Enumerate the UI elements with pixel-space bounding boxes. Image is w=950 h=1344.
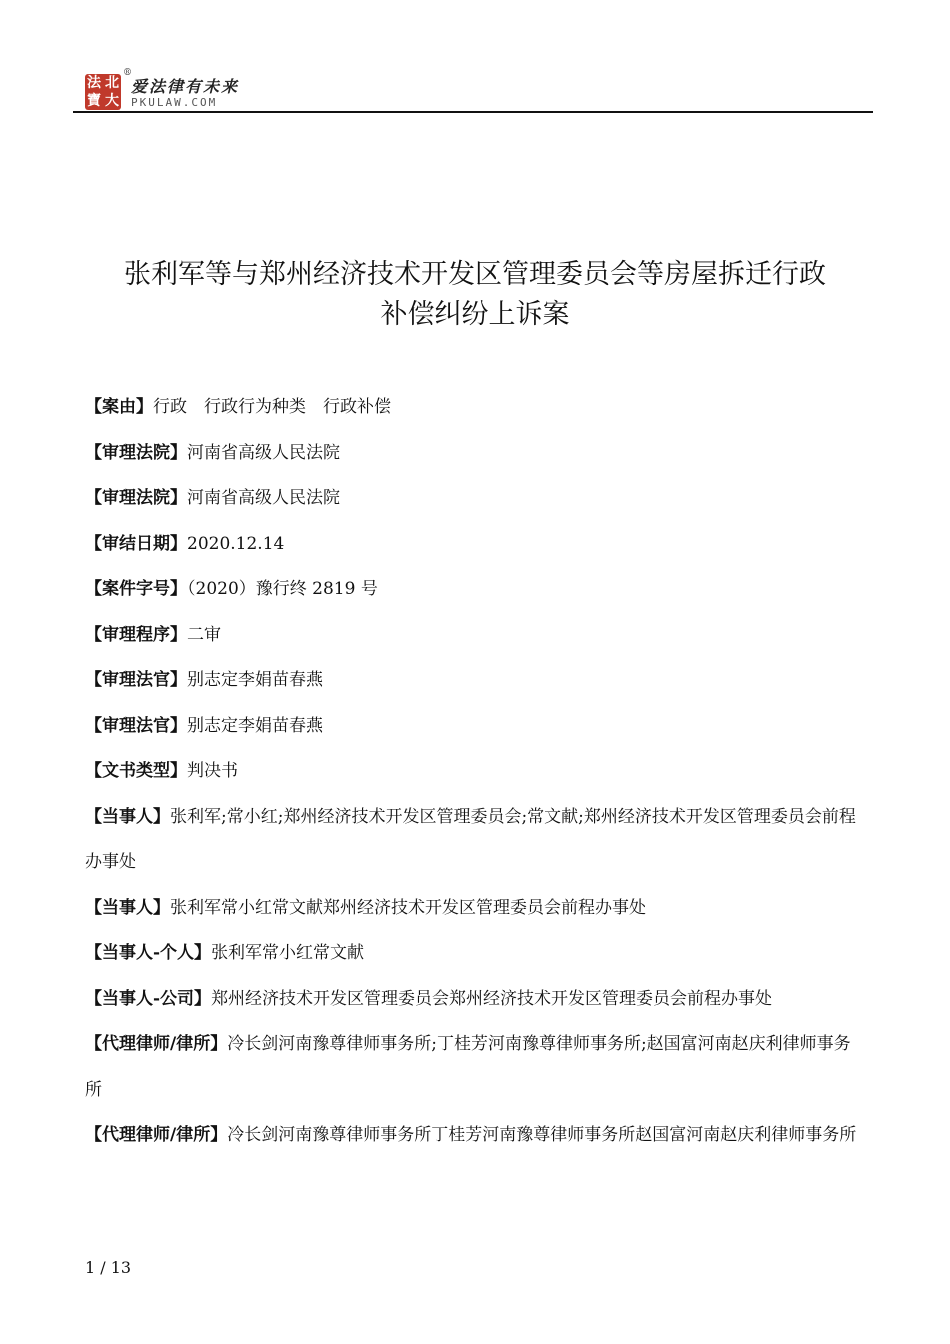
field-label: 【审结日期】: [85, 533, 187, 554]
field-parties-individual: [85, 931, 865, 977]
field-label: 【代理律师/律所】: [85, 1125, 228, 1145]
site-header: [85, 68, 875, 116]
field-value: 冷长剑河南豫尊律师事务所丁桂芳河南豫尊律师事务所赵国富河南赵庆利律师事务所: [227, 1125, 857, 1145]
field-value: 河南省高级人民法院: [187, 488, 340, 508]
field-document-type: [85, 749, 865, 795]
field-value: 张利军常小红常文献郑州经济技术开发区管理委员会前程办事处: [170, 897, 646, 918]
document-title: [80, 255, 870, 335]
logo-slogan: 爱法律有未来: [131, 77, 240, 96]
field-value: 河南省高级人民法院: [187, 442, 340, 463]
logo-char: 寶: [87, 93, 101, 109]
page-number: 1 / 13: [85, 1258, 132, 1277]
pkulaw-logo-seal: [85, 74, 121, 110]
field-label: 【当事人-个人】: [85, 943, 212, 963]
field-label: 【审理法院】: [85, 488, 187, 508]
field-label: 【当事人】: [85, 806, 170, 827]
field-label: 【案件字号】: [85, 579, 187, 599]
field-label: 【代理律师/律所】: [85, 1034, 228, 1054]
field-value: （2020）豫行终 2819 号: [187, 579, 378, 599]
field-court: [85, 431, 865, 477]
field-value: 张利军;常小红;郑州经济技术开发区管理委员会;常文献;郑州经济技术开发区管理委员会前程办事处: [85, 806, 856, 872]
field-label: 【案由】: [85, 397, 153, 417]
registered-mark: ®: [123, 68, 132, 78]
field-value: 判决书: [187, 761, 238, 781]
field-value: 2020.12.14: [187, 533, 285, 554]
field-judgment-date: [85, 522, 865, 568]
header-divider: [73, 111, 873, 113]
field-judges: [85, 704, 865, 750]
field-value: 行政 行政行为种类 行政补偿: [153, 397, 391, 417]
field-case-number: [85, 567, 865, 613]
field-label: 【审理法官】: [85, 670, 187, 690]
field-lawyers: [85, 1113, 865, 1159]
field-value: 郑州经济技术开发区管理委员会郑州经济技术开发区管理委员会前程办事处: [211, 988, 773, 1009]
logo-site-url: PKULAW.COM: [131, 96, 218, 109]
field-procedure: [85, 613, 865, 659]
field-label: 【审理程序】: [85, 624, 187, 645]
logo-char: 北: [105, 75, 119, 91]
field-court: [85, 476, 865, 522]
logo-char: 法: [87, 75, 101, 91]
title-line-2: 补偿纠纷上诉案: [380, 299, 570, 330]
metadata-fields: [85, 385, 865, 1159]
field-case-cause: [85, 385, 865, 431]
field-value: 别志定李娟苗春燕: [187, 670, 323, 690]
field-value: 冷长剑河南豫尊律师事务所;丁桂芳河南豫尊律师事务所;赵国富河南赵庆利律师事务所: [85, 1034, 851, 1100]
field-parties-company: [85, 977, 865, 1023]
field-value: 张利军常小红常文献: [211, 943, 365, 963]
field-label: 【文书类型】: [85, 761, 187, 781]
field-label: 【当事人】: [85, 897, 170, 918]
field-parties: [85, 886, 865, 932]
field-parties: [85, 795, 865, 886]
field-judges: [85, 658, 865, 704]
field-label: 【审理法院】: [85, 442, 187, 463]
field-value: 别志定李娟苗春燕: [187, 715, 323, 736]
field-value: 二审: [187, 624, 221, 645]
title-line-1: 张利军等与郑州经济技术开发区管理委员会等房屋拆迁行政: [124, 259, 826, 290]
field-lawyers: [85, 1022, 865, 1113]
field-label: 【当事人-公司】: [85, 988, 212, 1009]
logo-char: 大: [105, 93, 119, 109]
field-label: 【审理法官】: [85, 715, 187, 736]
